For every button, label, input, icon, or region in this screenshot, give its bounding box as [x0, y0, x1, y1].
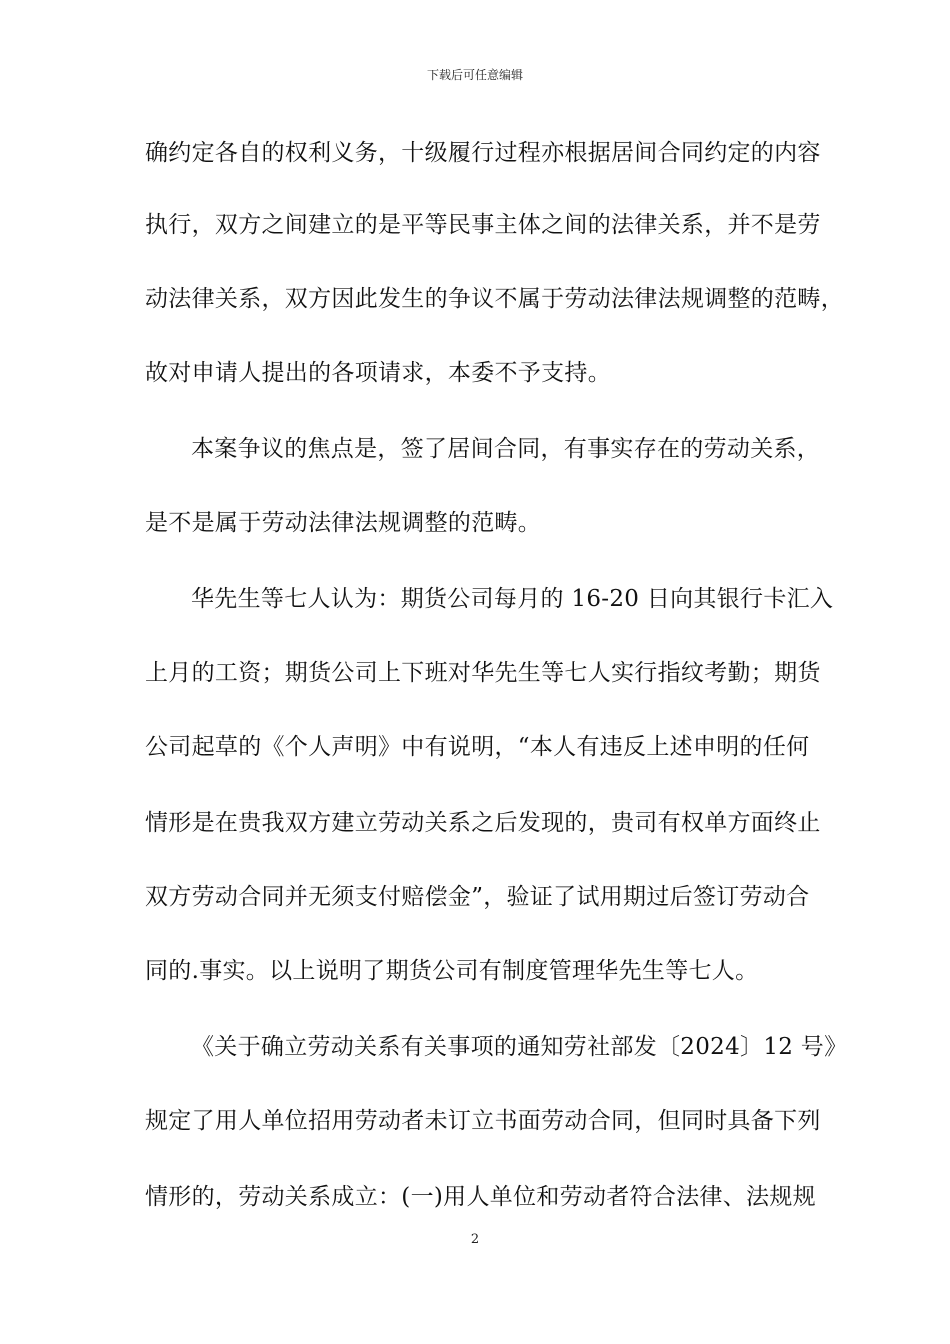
body-line: 规定了用人单位招用劳动者未订立书面劳动合同，但同时具备下列 [145, 1108, 821, 1134]
body-line: 同的.事实。以上说明了期货公司有制度管理华先生等七人。 [145, 958, 759, 984]
body-line: 故对申请人提出的各项请求，本委不予支持。 [145, 360, 611, 386]
body-line: 确约定各自的权利义务，十级履行过程亦根据居间合同约定的内容 [145, 140, 821, 166]
body-line: 执行，双方之间建立的是平等民事主体之间的法律关系，并不是劳 [145, 212, 821, 238]
body-line: 上月的工资；期货公司上下班对华先生等七人实行指纹考勤；期货 [145, 660, 821, 686]
body-line: 本案争议的焦点是，签了居间合同，有事实存在的劳动关系， [191, 436, 821, 462]
body-line: 华先生等七人认为：期货公司每月的 16-20 日向其银行卡汇入 [191, 586, 834, 612]
body-line: 《关于确立劳动关系有关事项的通知劳社部发〔2024〕12 号》 [191, 1034, 848, 1060]
page-header: 下载后可任意编辑 [426, 68, 523, 82]
body-line: 双方劳动合同并无须支付赔偿金”，验证了试用期过后签订劳动合 [145, 884, 810, 910]
body-line: 动法律关系，双方因此发生的争议不属于劳动法律法规调整的范畴， [145, 286, 844, 312]
body-line: 情形的，劳动关系成立：(一)用人单位和劳动者符合法律、法规规 [145, 1184, 816, 1210]
page-number: 2 [470, 1232, 480, 1247]
body-line: 是不是属于劳动法律法规调整的范畴。 [145, 510, 542, 536]
body-line: 情形是在贵我双方建立劳动关系之后发现的，贵司有权单方面终止 [145, 810, 821, 836]
body-line: 公司起草的《个人声明》中有说明，“本人有违反上述申明的任何 [145, 734, 810, 760]
